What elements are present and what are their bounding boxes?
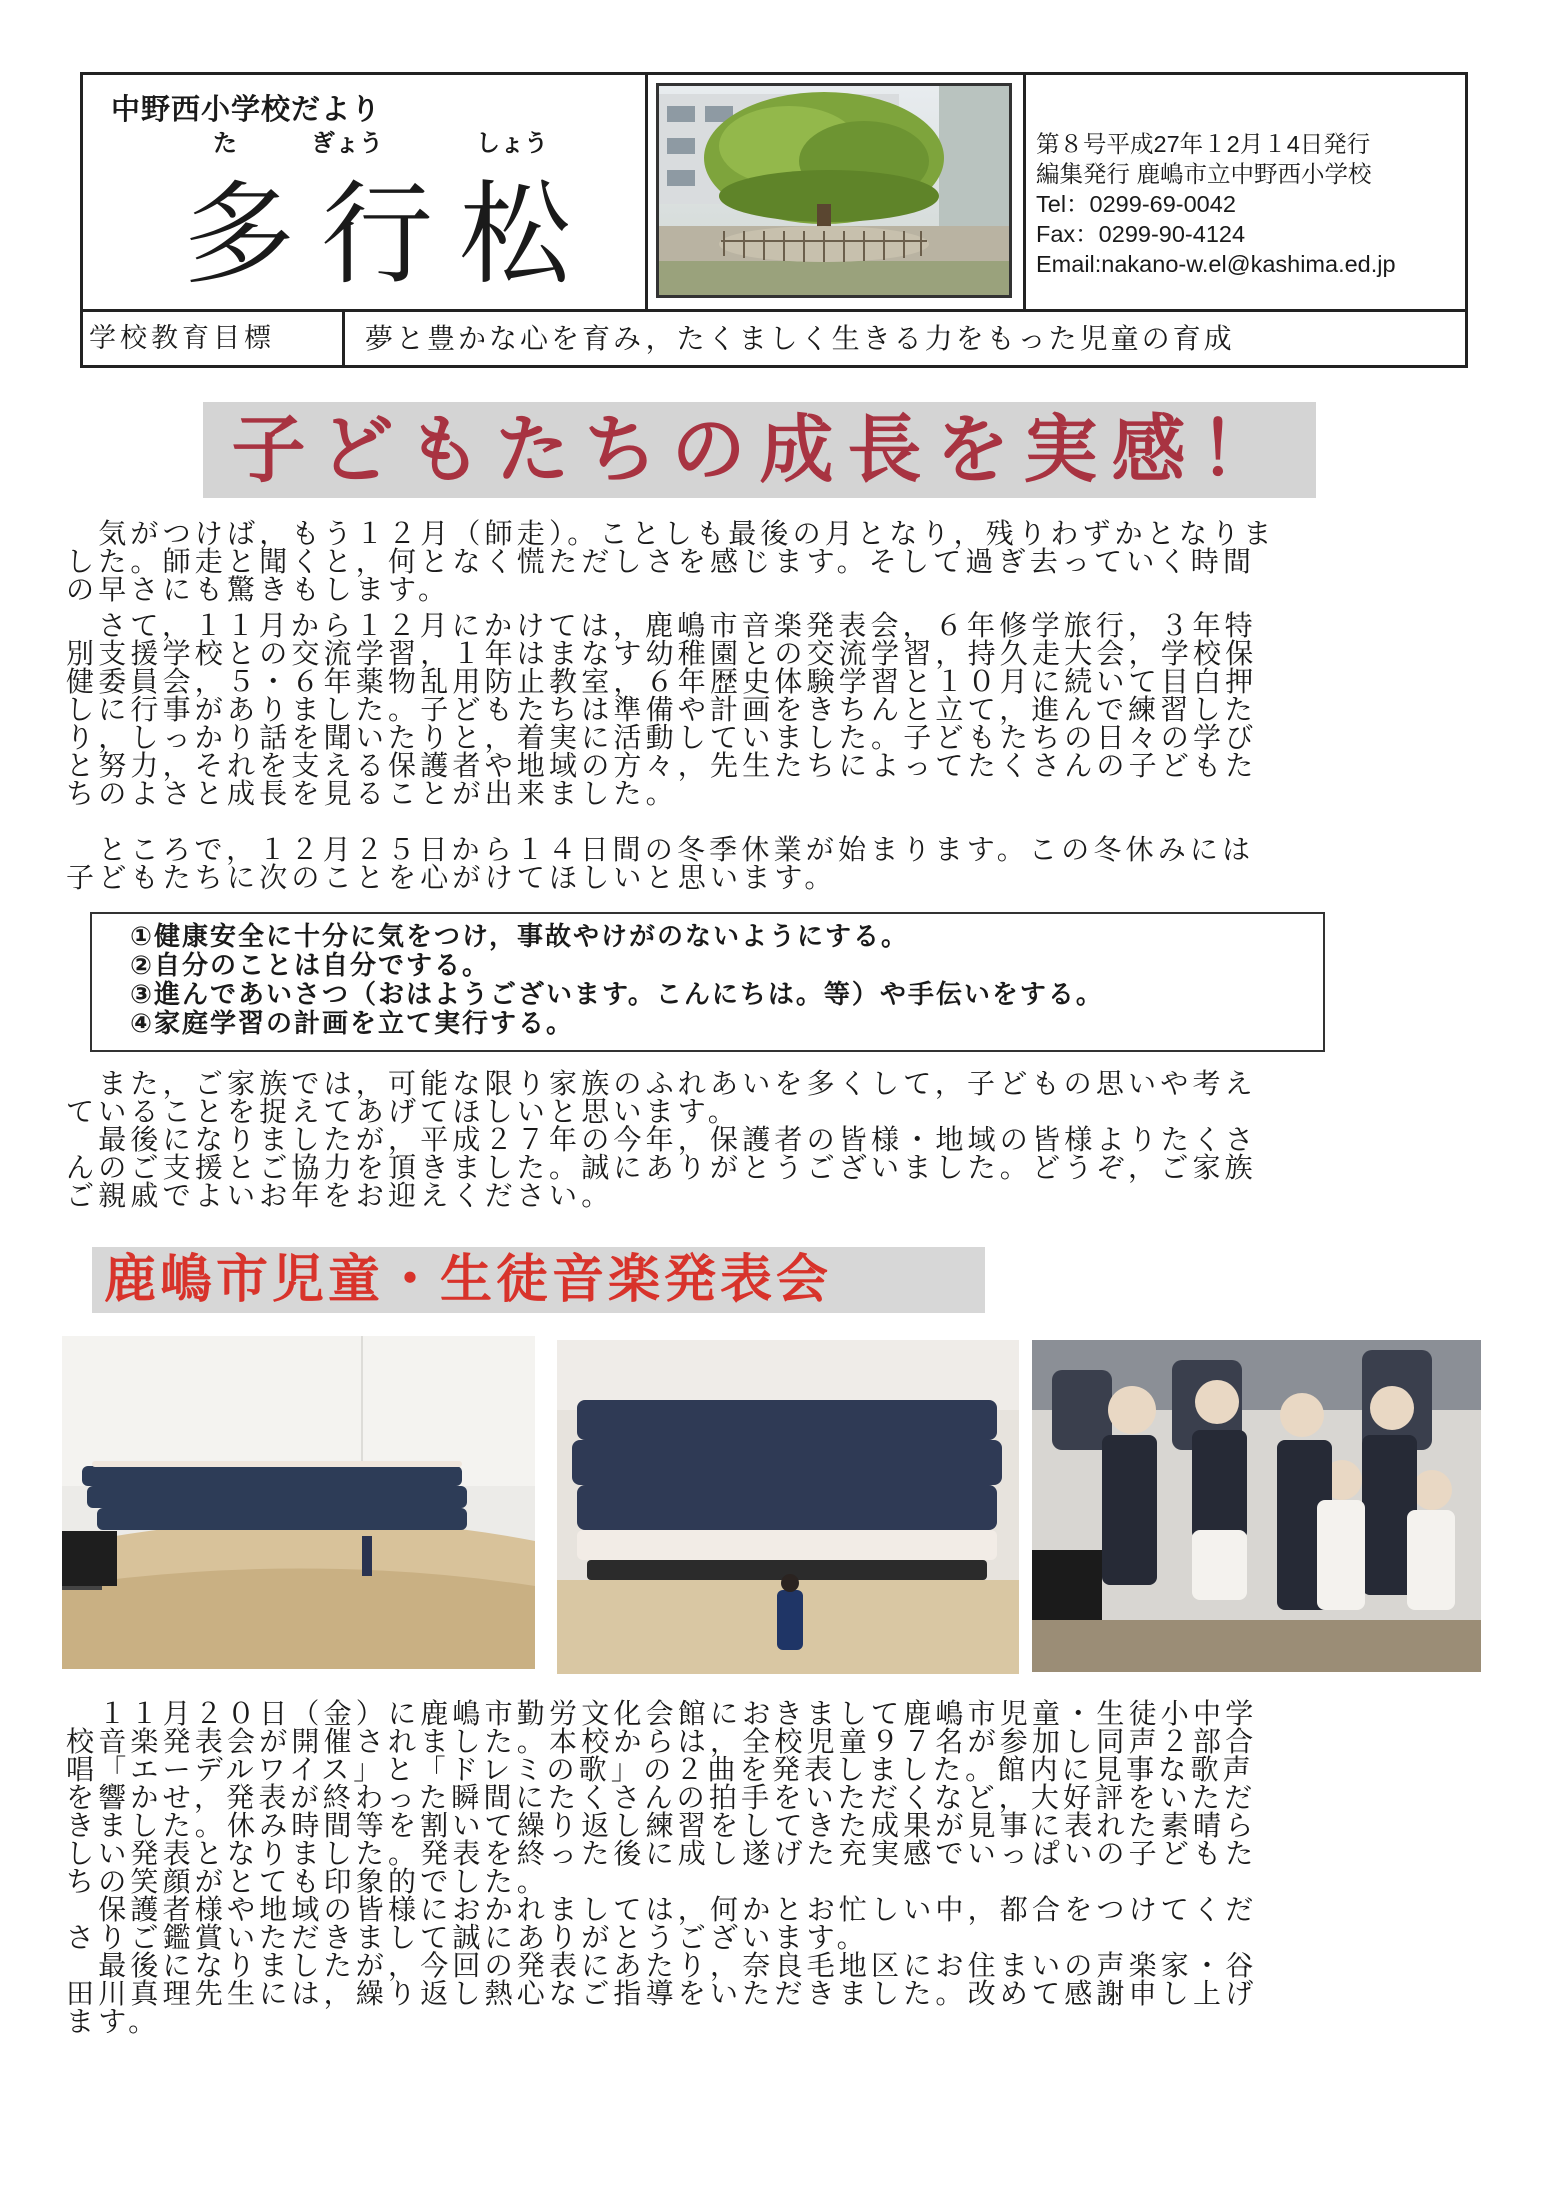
text-line: 保護者様や地域の皆様におかれましては，何かとお忙しい中，都合をつけてくだ bbox=[66, 1893, 1258, 1926]
text-line: ところで，１２月２５日から１４日間の冬季休業が始まります。この冬休みには bbox=[66, 833, 1255, 866]
text-line: り，しっかり話を聞いたりと，着実に活動していました。子どもたちの日々の学び bbox=[66, 721, 1258, 754]
list-item: ④家庭学習の計画を立て実行する。 bbox=[130, 1009, 575, 1039]
winter-break-goals bbox=[90, 912, 1325, 1052]
text-line: ちの笑顔がとても印象的でした。 bbox=[66, 1865, 550, 1898]
goal-label: 学校教育目標 bbox=[83, 312, 345, 365]
text-line: 子どもたちに次のことを心がけてほしいと思います。 bbox=[66, 861, 837, 894]
issue-date: 第８号平成27年１2月１4日発行 bbox=[1036, 131, 1371, 157]
text-line: 気がつけば，もう１２月（師走）。ことしも最後の月となり，残りわずかとなりま bbox=[66, 517, 1276, 550]
text-line: きました。休み時間等を割いて繰り返し練習をしてきた成果が見事に表れた素晴ら bbox=[66, 1809, 1258, 1842]
goal-text: 夢と豊かな心を育み，たくましく生きる力をもった児童の育成 bbox=[365, 322, 1235, 355]
intro-paragraph-2 bbox=[66, 609, 1486, 810]
text-line: 別支援学校との交流学習，１年はまなす幼稚園との交流学習，持久走大会，学校保 bbox=[66, 637, 1258, 670]
school-name: 中野西小学校だより bbox=[111, 92, 382, 126]
text-line: しい発表となりました。発表を終った後に成し遂げた充実感でいっぱいの子どもた bbox=[66, 1837, 1258, 1870]
issue-info bbox=[1026, 75, 1468, 309]
text-line: 最後になりましたが，平成２７年の今年，保護者の皆様・地域の皆様よりたくさ bbox=[66, 1123, 1258, 1156]
pine-tree-photo bbox=[656, 83, 1012, 298]
text-line: ちのよさと成長を見ることが出来ました。 bbox=[66, 777, 678, 810]
concert-paragraph-3 bbox=[66, 1949, 1486, 2038]
masthead bbox=[80, 72, 1468, 368]
concert-photo-1 bbox=[62, 1336, 535, 1669]
title-ruby-3: しょう bbox=[476, 129, 548, 157]
main-headline bbox=[203, 402, 1316, 498]
concert-headline bbox=[92, 1247, 985, 1313]
list-item: ②自分のことは自分でする。 bbox=[130, 951, 491, 981]
text-line: また，ご家族では，可能な限り家族のふれあいを多くして，子どもの思いや考え bbox=[66, 1067, 1257, 1100]
text-line: んのご支援とご協力を頂きました。誠にありがとうございました。どうぞ，ご家族 bbox=[66, 1151, 1257, 1184]
intro-paragraph-3 bbox=[66, 833, 1486, 894]
choir-on-stage-image bbox=[557, 1340, 1019, 1674]
title-ruby-2: ぎょう bbox=[311, 129, 383, 157]
text-line: の早さにも驚きもします。 bbox=[66, 573, 451, 606]
text-line: 校音楽発表会が開催されました。本校からは，全校児童９７名が参加し同声２部合 bbox=[66, 1725, 1258, 1758]
text-line: 田川真理先生には，繰り返し熱心なご指導をいただきました。改めて感謝申し上げ bbox=[66, 1977, 1258, 2010]
text-line: した。師走と聞くと，何となく慌ただしさを感じます。そして過ぎ去っていく時間 bbox=[66, 545, 1256, 578]
photo-cell bbox=[648, 75, 1026, 309]
title-cell bbox=[83, 75, 648, 309]
text-line: １１月２０日（金）に鹿嶋市勤労文化会館におきまして鹿嶋市児童・生徒小中学 bbox=[66, 1697, 1258, 1730]
tel-number: Tel：0299-69-0042 bbox=[1036, 191, 1236, 217]
text-line: ご親戚でよいお年をお迎えください。 bbox=[66, 1179, 614, 1212]
email-address: Email:nakano-w.el@kashima.ed.jp bbox=[1036, 251, 1396, 277]
concert-paragraph-2 bbox=[66, 1893, 1486, 1954]
singing-children-closeup-image bbox=[1032, 1340, 1481, 1672]
concert-photo-2 bbox=[557, 1340, 1019, 1674]
list-item: ①健康安全に十分に気をつけ，事故やけがのないようにする。 bbox=[130, 922, 909, 952]
text-line: 唱「エーデルワイス」と「ドレミの歌」の２曲を発表しました。館内に見事な歌声 bbox=[66, 1753, 1255, 1786]
text-line: 健委員会，５・６年薬物乱用防止教室，６年歴史体験学習と１０月に続いて目白押 bbox=[66, 665, 1258, 698]
text-line: さて，１１月から１２月にかけては，鹿嶋市音楽発表会，６年修学旅行，３年特 bbox=[66, 609, 1257, 642]
text-line: 最後になりましたが，今回の発表にあたり，奈良毛地区にお住まいの声楽家・谷 bbox=[66, 1949, 1258, 1982]
concert-photo-3 bbox=[1032, 1340, 1481, 1672]
newsletter-title: 多行松 bbox=[183, 170, 597, 300]
education-goal-row bbox=[83, 309, 1465, 365]
text-line: さりご鑑賞いただきまして誠にありがとうございます。 bbox=[66, 1921, 869, 1954]
title-ruby-1: た bbox=[213, 129, 237, 157]
intro-paragraph-1 bbox=[66, 517, 1486, 606]
concert-hall-wide-image bbox=[62, 1336, 535, 1669]
text-line: ていることを捉えてあげてほしいと思います。 bbox=[66, 1095, 740, 1128]
fax-number: Fax：0299-90-4124 bbox=[1036, 221, 1246, 247]
list-item: ③進んであいさつ（おはようございます。こんにちは。等）や手伝いをする。 bbox=[130, 980, 1104, 1010]
publisher: 編集発行 鹿嶋市立中野西小学校 bbox=[1036, 161, 1372, 187]
closing-paragraph-2 bbox=[66, 1123, 1486, 1212]
main-headline-text: 子どもたちの成長を実感！ bbox=[231, 407, 1288, 493]
text-line: と努力，それを支える保護者や地域の方々，先生たちによってたくさんの子どもた bbox=[66, 749, 1258, 782]
closing-paragraph-1 bbox=[66, 1067, 1486, 1128]
pine-tree-image bbox=[659, 86, 1009, 295]
text-line: ます。 bbox=[66, 2005, 161, 2038]
text-line: しに行事がありました。子どもたちは準備や計画をきちんと立て，進んで練習した bbox=[66, 693, 1257, 726]
concert-headline-text: 鹿嶋市児童・生徒音楽発表会 bbox=[104, 1250, 833, 1310]
text-line: を響かせ，発表が終わった瞬間にたくさんの拍手をいただくなど，大好評をいただ bbox=[66, 1781, 1257, 1814]
concert-paragraph-1 bbox=[66, 1697, 1486, 1898]
